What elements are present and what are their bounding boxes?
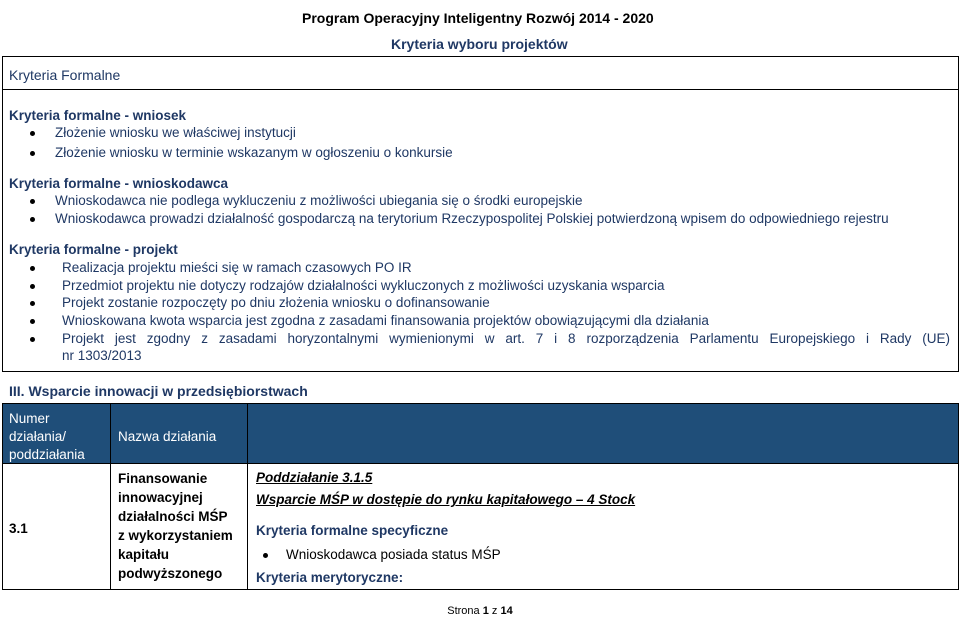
subaction-title: Wsparcie MŚP w dostępie do rynku kapitałowego – 4 Stock xyxy=(256,492,636,507)
list-item: Wnioskodawca prowadzi działalność gospodarczą na terytorium Rzeczypospolitej Polskiej potwierdzoną wpisem do odpowiedniego rejestru xyxy=(55,211,889,226)
group-heading-projekt: Kryteria formalne - projekt xyxy=(9,242,178,257)
bullet-icon xyxy=(30,217,35,222)
list-item: Wnioskodawca posiada status MŚP xyxy=(286,547,501,562)
table-bottom-border xyxy=(2,589,959,590)
list-item: Wnioskowana kwota wsparcia jest zgodna z zasadami finansowania projektów obowiązującymi dla działania xyxy=(62,313,709,328)
list-item: Złożenie wniosku w terminie wskazanym w ogłoszeniu o konkursie xyxy=(55,145,453,160)
list-item: Projekt zostanie rozpoczęty po dniu złożenia wniosku o dofinansowanie xyxy=(62,295,490,310)
table-col-divider-2 xyxy=(247,403,248,590)
list-item: Wnioskodawca nie podlega wykluczeniu z możliwości ubiegania się o środki europejskie xyxy=(55,193,583,208)
group-heading-wniosek: Kryteria formalne - wniosek xyxy=(9,108,187,123)
bullet-icon xyxy=(30,337,35,342)
merit-criteria-heading: Kryteria merytoryczne: xyxy=(256,570,404,585)
action-name: Finansowanie innowacyjnej działalności MŚP z wykorzystaniem kapitału podwyższonego xyxy=(118,471,233,581)
bullet-icon xyxy=(30,284,35,289)
action-number: 3.1 xyxy=(9,521,28,536)
page-footer: Strona 1 z 14 xyxy=(447,605,513,617)
table-col-divider-1 xyxy=(110,403,111,590)
list-item: Złożenie wniosku we właściwej instytucji xyxy=(55,125,296,140)
box-right-border xyxy=(958,56,959,372)
subaction-label: Poddziałanie 3.1.5 xyxy=(256,470,373,485)
list-item: Realizacja projektu mieści się w ramach czasowych PO IR xyxy=(62,260,412,275)
list-item: Przedmiot projektu nie dotyczy rodzajów działalności wykluczonych z możliwości uzyskania wsparcia xyxy=(62,278,665,293)
group-heading-wnioskodawca: Kryteria formalne - wnioskodawca xyxy=(9,176,229,191)
program-title: Program Operacyjny Inteligentny Rozwój 2014 - 2020 xyxy=(302,10,654,26)
box-left-border xyxy=(2,56,3,372)
box-bottom-border xyxy=(2,371,959,372)
bullet-icon xyxy=(30,301,35,306)
list-item: Projekt jest zgodny z zasadami horyzontalnymi wymienionymi w art. 7 i 8 rozporządzenia Parlamentu Europejskiego i Rady (UE) xyxy=(62,331,950,346)
table-header-bottom xyxy=(2,463,959,464)
bullet-icon xyxy=(30,131,35,136)
list-item-continuation: nr 1303/2013 xyxy=(62,348,142,363)
bullet-icon xyxy=(263,553,268,558)
table-left-border xyxy=(2,403,3,590)
bullet-icon xyxy=(30,151,35,156)
header-action-name: Nazwa działania xyxy=(118,429,217,444)
table-right-border xyxy=(958,403,959,590)
box-mid-border xyxy=(2,89,959,90)
header-number: Numer działania/ poddziałania xyxy=(9,411,85,462)
specific-criteria-heading: Kryteria formalne specyficzne xyxy=(256,523,449,538)
bullet-icon xyxy=(30,266,35,271)
page-subtitle: Kryteria wyboru projektów xyxy=(391,36,568,52)
formal-heading: Kryteria Formalne xyxy=(9,67,121,83)
box-top-border xyxy=(2,56,959,57)
bullet-icon xyxy=(30,199,35,204)
table-top-border xyxy=(2,403,959,404)
bullet-icon xyxy=(30,319,35,324)
section-title: III. Wsparcie innowacji w przedsiębiorstwach xyxy=(9,383,308,399)
